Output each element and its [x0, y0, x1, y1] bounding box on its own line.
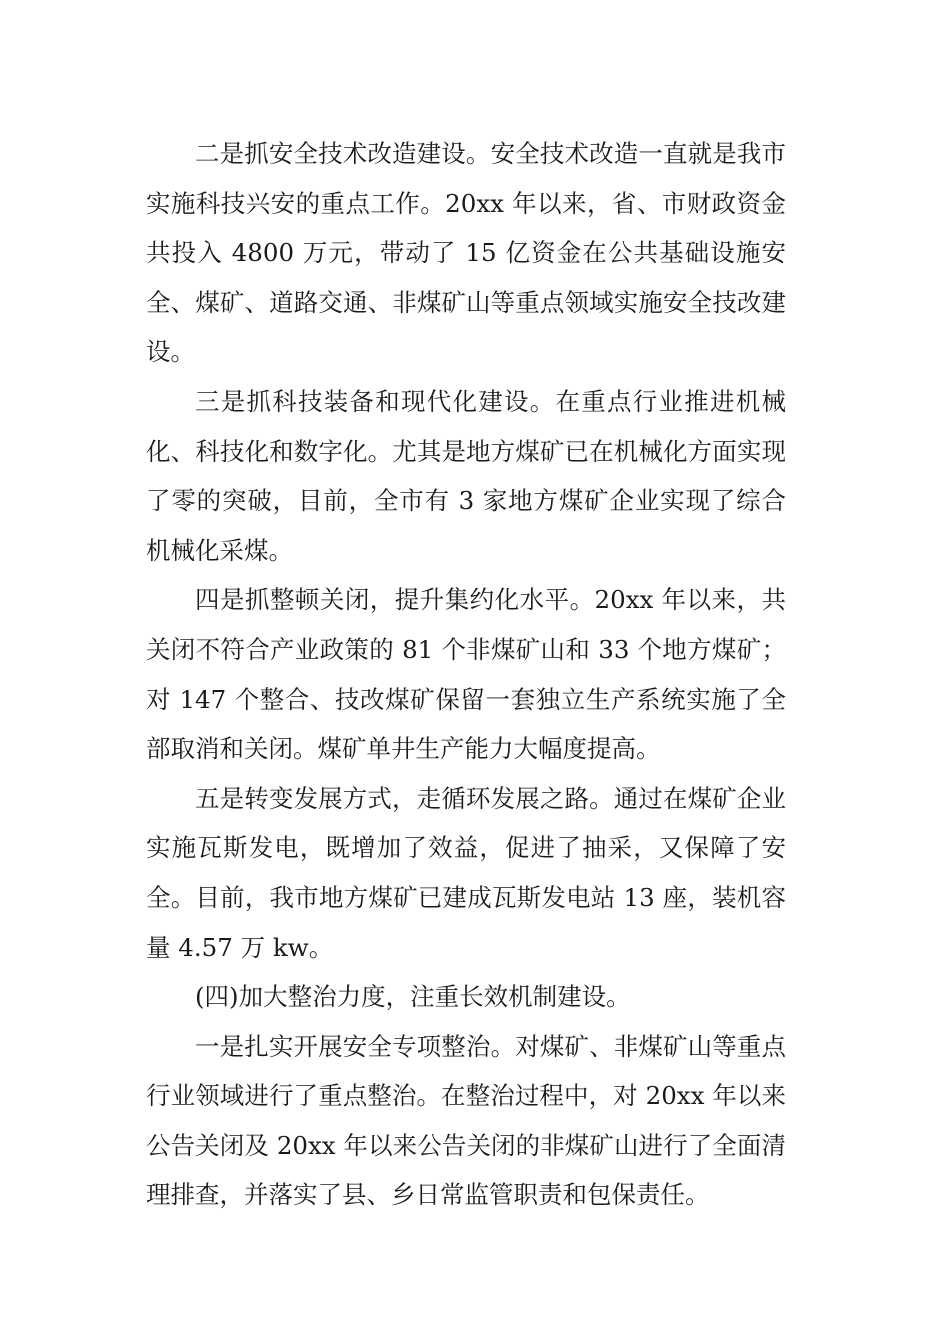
paragraph-consolidation-closure: 四是抓整顿关闭，提升集约化水平。20xx 年以来，共关闭不符合产业政策的 81 个非煤矿山和 33 个地方煤矿；对 147 个整合、技改煤矿保留一套独立生产系统实施了全部取消和关闭。煤矿单井生产能力大幅度提高。	[146, 585, 786, 764]
paragraph-special-rectification: 一是扎实开展安全专项整治。对煤矿、非煤矿山等重点行业领域进行了重点整治。在整治过程中，对 20xx 年以来公告关闭及 20xx 年以来公告关闭的非煤矿山进行了全面清理排查，并落实了县、乡日常监管职责和包保责任。	[146, 1031, 786, 1210]
paragraph-tech-upgrade: 二是抓安全技术改造建设。安全技术改造一直就是我市实施科技兴安的重点工作。20xx 年以来，省、市财政资金共投入 4800 万元，带动了 15 亿资金在公共基础设施安全、煤矿、道路交通、非煤矿山等重点领域实施安全技改建设。	[146, 139, 786, 367]
paragraph-circular-development: 五是转变发展方式，走循环发展之路。通过在煤矿企业实施瓦斯发电，既增加了效益，促进了抽采，又保障了安全。目前，我市地方煤矿已建成瓦斯发电站 13 座，装机容量 4.57 万 kw。	[146, 783, 786, 962]
paragraph-equipment-modernization: 三是抓科技装备和现代化建设。在重点行业推进机械化、科技化和数字化。尤其是地方煤矿已在机械化方面实现了零的突破，目前，全市有 3 家地方煤矿企业实现了综合机械化采煤。	[146, 386, 786, 565]
section-heading-rectification: (四)加大整治力度，注重长效机制建设。	[195, 982, 631, 1012]
document-body	[146, 129, 786, 1220]
